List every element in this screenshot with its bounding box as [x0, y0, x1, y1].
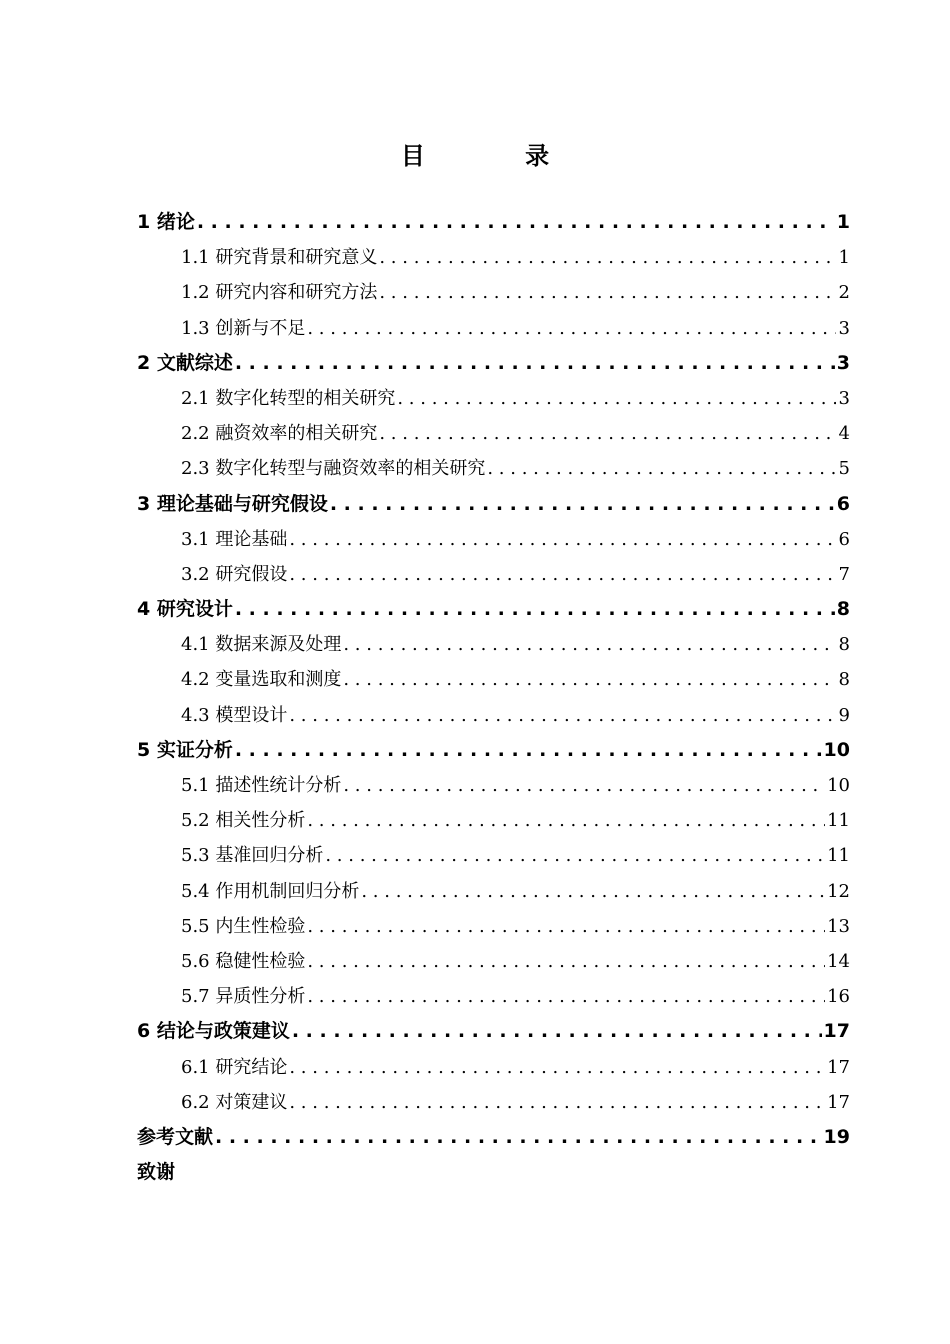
toc-dot-leader [307, 979, 825, 1014]
toc-dot-leader [487, 451, 836, 486]
toc-page-number: 3 [838, 387, 850, 409]
toc-entry-label: 4.1 数据来源及处理 [181, 634, 342, 656]
toc-dot-leader [343, 768, 825, 803]
toc-section-entry[interactable] [137, 979, 850, 1014]
toc-chapter-entry[interactable] [137, 346, 850, 381]
toc-section-entry[interactable] [137, 1085, 850, 1120]
toc-entry-label: 5.3 基准回归分析 [181, 845, 324, 867]
toc-entry-label: 2.2 融资效率的相关研究 [181, 423, 378, 445]
toc-page-number: 14 [827, 950, 850, 972]
toc-dot-leader [289, 522, 836, 557]
toc-dot-leader [235, 733, 822, 768]
toc-dot-leader [379, 416, 836, 451]
toc-dot-leader [307, 803, 825, 838]
toc-entry-label: 1.2 研究内容和研究方法 [181, 282, 378, 304]
toc-chapter-entry[interactable] [137, 205, 850, 240]
toc-entry-label: 5.4 作用机制回归分析 [181, 880, 360, 902]
toc-section-entry[interactable] [137, 451, 850, 486]
toc-section-entry[interactable] [137, 803, 850, 838]
toc-page-number: 8 [838, 634, 850, 656]
toc-dot-leader [379, 240, 836, 275]
toc-page-number: 19 [823, 1125, 850, 1148]
toc-page-number: 13 [827, 915, 850, 937]
toc-page-number: 17 [827, 1056, 850, 1078]
toc-page-number: 9 [838, 704, 850, 726]
toc-dot-leader [289, 1050, 825, 1085]
toc-section-entry[interactable] [137, 627, 850, 662]
toc-entry-label: 6 结论与政策建议 [137, 1020, 290, 1043]
toc-entry-label: 5.7 异质性分析 [181, 986, 306, 1008]
toc-page-number: 5 [838, 458, 850, 480]
toc-page-number: 8 [838, 669, 850, 691]
toc-page-number: 1 [838, 247, 850, 269]
toc-section-entry[interactable] [137, 311, 850, 346]
toc-page-number: 17 [823, 1020, 850, 1043]
toc-dot-leader [289, 698, 836, 733]
toc-section-entry[interactable] [137, 522, 850, 557]
toc-dot-leader [361, 874, 825, 909]
toc-entry-label: 3.2 研究假设 [181, 563, 288, 585]
toc-dot-leader [235, 346, 835, 381]
toc-section-entry[interactable] [137, 698, 850, 733]
toc-entry-label: 2 文献综述 [137, 351, 233, 374]
toc-dot-leader [330, 487, 835, 522]
toc-dot-leader [307, 909, 825, 944]
toc-entry-label: 5.6 稳健性检验 [181, 950, 306, 972]
toc-entry-label: 3 理论基础与研究假设 [137, 492, 328, 515]
toc-section-entry[interactable] [137, 909, 850, 944]
toc-entry-label: 1 绪论 [137, 211, 195, 233]
toc-dot-leader [292, 1014, 822, 1049]
toc-page-number: 4 [838, 423, 850, 445]
toc-page-number: 8 [836, 598, 850, 621]
toc-entry-label: 4.3 模型设计 [181, 704, 288, 726]
toc-chapter-entry[interactable] [137, 592, 850, 627]
toc-section-entry[interactable] [137, 275, 850, 310]
toc-entry-label: 参考文献 [137, 1125, 214, 1148]
toc-section-entry[interactable] [137, 240, 850, 275]
toc-page-number: 7 [838, 563, 850, 585]
toc-dot-leader [307, 944, 825, 979]
toc-entry-label: 5 实证分析 [137, 738, 233, 761]
toc-entry-label: 5.2 相关性分析 [181, 810, 306, 832]
toc-entry-label: 致谢 [137, 1161, 176, 1184]
toc-dot-leader [325, 838, 825, 873]
toc-entry-label: 1.1 研究背景和研究意义 [181, 247, 378, 269]
toc-section-entry[interactable] [137, 416, 850, 451]
toc-dot-leader [397, 381, 836, 416]
toc-entry-label: 4 研究设计 [137, 598, 233, 621]
toc-page-number: 2 [838, 282, 850, 304]
toc-entry-label: 2.3 数字化转型与融资效率的相关研究 [181, 458, 486, 480]
toc-chapter-entry[interactable] [137, 1120, 850, 1155]
toc-dot-leader [343, 627, 836, 662]
toc-page-number: 6 [836, 492, 850, 515]
toc-page-number: 3 [838, 317, 850, 339]
toc-section-entry[interactable] [137, 662, 850, 697]
toc-section-entry[interactable] [137, 1050, 850, 1085]
toc-entry-label: 4.2 变量选取和测度 [181, 669, 342, 691]
toc-dot-leader [289, 557, 836, 592]
toc-page-number: 12 [827, 880, 850, 902]
toc-page-number: 17 [827, 1091, 850, 1113]
toc-entry-label: 5.5 内生性检验 [181, 915, 306, 937]
toc-chapter-entry[interactable] [137, 1014, 850, 1049]
toc-page-number: 3 [836, 351, 850, 374]
toc-entry-label: 6.2 对策建议 [181, 1091, 288, 1113]
toc-dot-leader [215, 1120, 822, 1155]
toc-page-number: 11 [827, 845, 850, 867]
table-of-contents [137, 205, 850, 1190]
toc-chapter-entry[interactable] [137, 487, 850, 522]
toc-dot-leader [379, 275, 836, 310]
toc-dot-leader [235, 592, 835, 627]
toc-dot-leader [289, 1085, 825, 1120]
toc-section-entry[interactable] [137, 768, 850, 803]
toc-section-entry[interactable] [137, 944, 850, 979]
toc-section-entry[interactable] [137, 557, 850, 592]
toc-dot-leader [343, 662, 836, 697]
toc-page-number: 10 [823, 738, 850, 761]
toc-entry-label: 1.3 创新与不足 [181, 317, 306, 339]
page-title: 目 录 [400, 142, 596, 170]
toc-page-number: 16 [827, 986, 850, 1008]
toc-section-entry[interactable] [137, 381, 850, 416]
toc-chapter-entry[interactable] [137, 1155, 850, 1190]
toc-section-entry[interactable] [137, 874, 850, 909]
toc-entry-label: 6.1 研究结论 [181, 1056, 288, 1078]
toc-entry-label: 3.1 理论基础 [181, 528, 288, 550]
toc-page-number: 6 [838, 528, 850, 550]
toc-page-number: 10 [827, 775, 850, 796]
toc-page-number: 11 [827, 810, 850, 832]
toc-entry-label: 2.1 数字化转型的相关研究 [181, 387, 396, 409]
toc-entry-label: 5.1 描述性统计分析 [181, 775, 342, 796]
toc-dot-leader [197, 205, 835, 240]
toc-section-entry[interactable] [137, 838, 850, 873]
toc-chapter-entry[interactable] [137, 733, 850, 768]
toc-page-number: 1 [836, 211, 850, 233]
toc-dot-leader [307, 311, 836, 346]
